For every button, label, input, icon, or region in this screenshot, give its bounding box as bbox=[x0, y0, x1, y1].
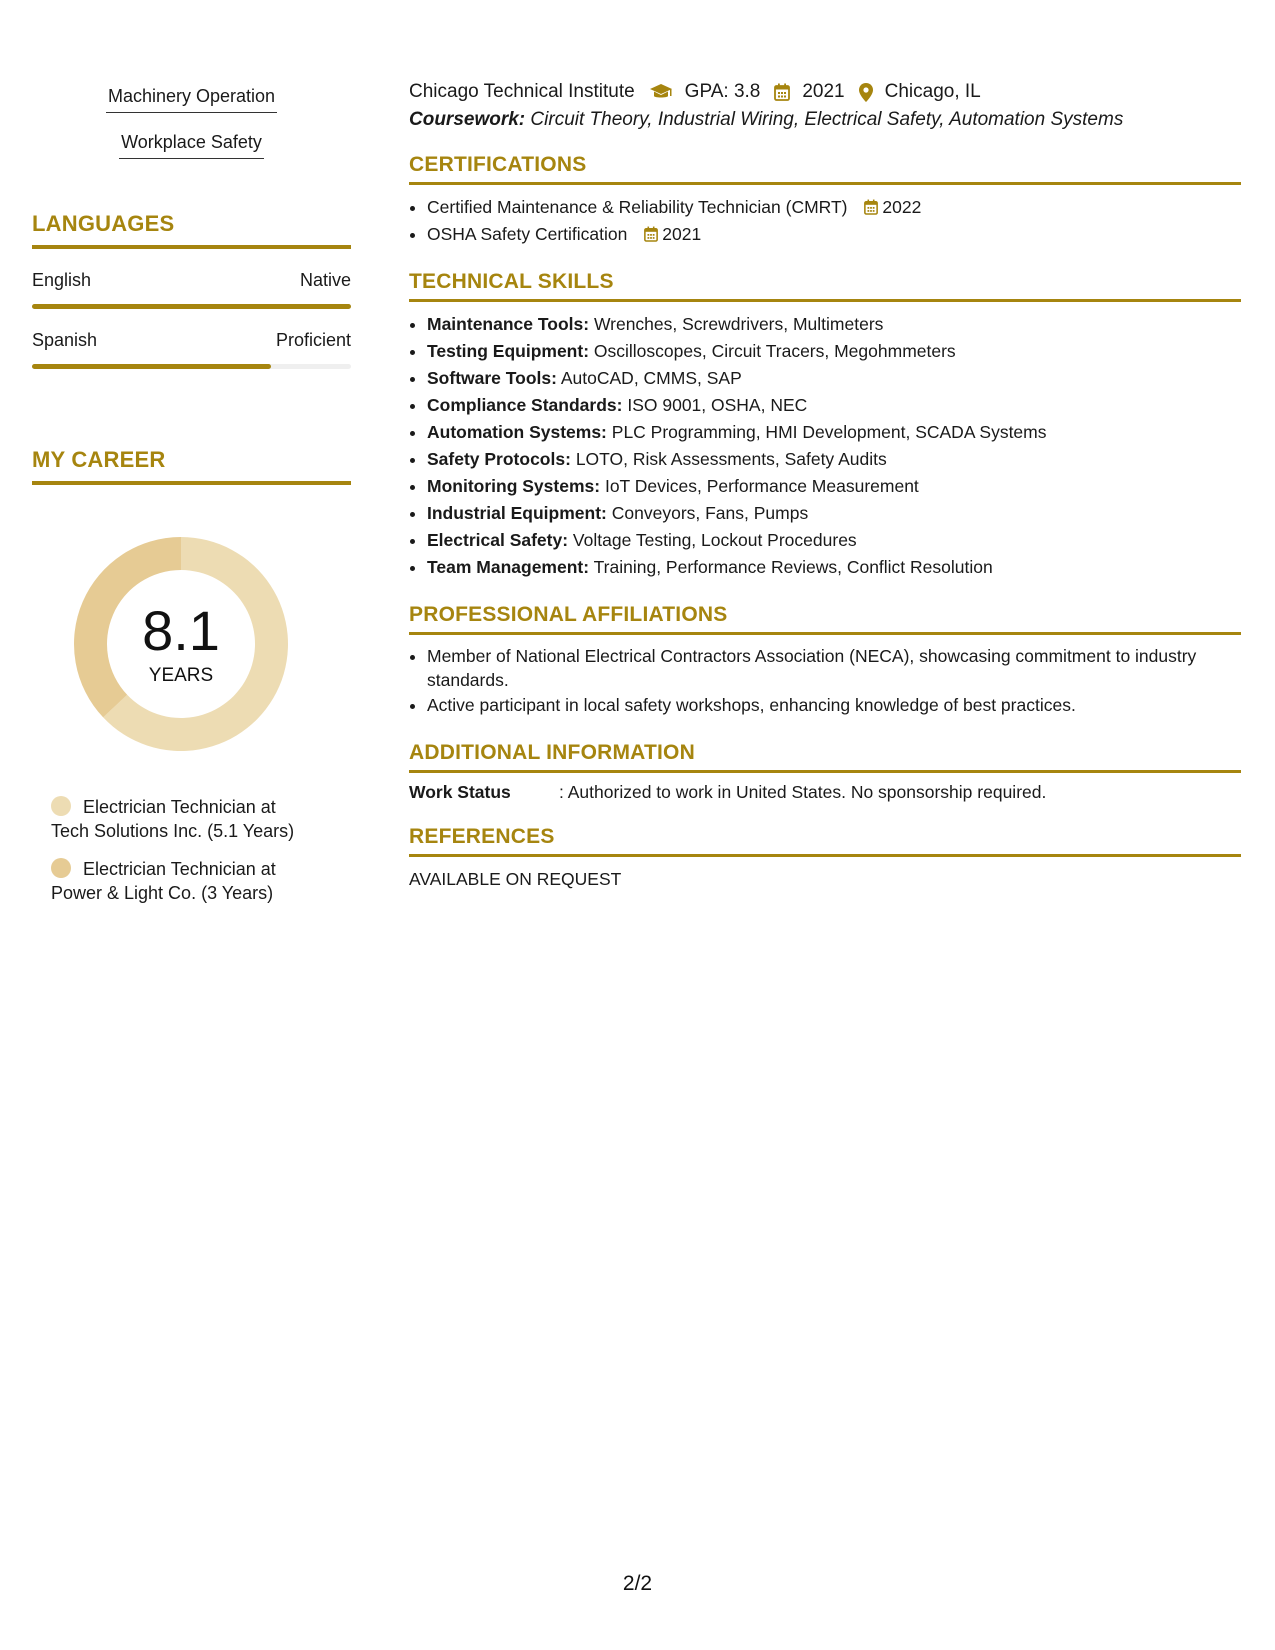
legend-line2: Tech Solutions Inc. (5.1 Years) bbox=[51, 821, 295, 841]
technical-skills-title: TECHNICAL SKILLS bbox=[409, 270, 1241, 302]
certification-item bbox=[427, 221, 1241, 248]
coursework-line bbox=[409, 109, 1241, 131]
additional-info-section bbox=[409, 741, 1241, 803]
technical-skill-value: IoT Devices, Performance Measurement bbox=[604, 476, 919, 496]
technical-skill-item bbox=[427, 446, 1241, 473]
career-legend-item bbox=[51, 795, 351, 843]
affiliations-title: PROFESSIONAL AFFILIATIONS bbox=[409, 603, 1241, 635]
career-total-years: 8.1 bbox=[142, 599, 220, 662]
calendar-icon bbox=[774, 83, 790, 101]
technical-skill-label: Electrical Safety: bbox=[427, 530, 569, 550]
language-bar bbox=[32, 304, 351, 309]
technical-skill-item bbox=[427, 473, 1241, 500]
technical-skill-label: Industrial Equipment: bbox=[427, 503, 607, 523]
work-status-label: Work Status bbox=[409, 782, 511, 802]
legend-line2: Power & Light Co. (3 Years) bbox=[51, 883, 274, 903]
additional-info-title: ADDITIONAL INFORMATION bbox=[409, 741, 1241, 773]
technical-skill-value: Wrenches, Screwdrivers, Multimeters bbox=[593, 314, 884, 334]
language-level: Proficient bbox=[275, 330, 351, 350]
career-title: MY CAREER bbox=[32, 447, 351, 485]
career-donut-chart bbox=[66, 529, 296, 759]
technical-skill-value: Voltage Testing, Lockout Procedures bbox=[572, 530, 857, 550]
skill-tags bbox=[32, 82, 351, 174]
technical-skill-item bbox=[427, 338, 1241, 365]
certification-year: 2021 bbox=[662, 224, 702, 244]
technical-skill-label: Testing Equipment: bbox=[427, 341, 590, 361]
technical-skills-list bbox=[409, 311, 1241, 581]
technical-skill-item bbox=[427, 500, 1241, 527]
school-name: Chicago Technical Institute bbox=[409, 81, 635, 102]
career-years-unit: YEARS bbox=[148, 665, 214, 686]
career-legend-item bbox=[51, 857, 351, 905]
certification-name: OSHA Safety Certification bbox=[427, 224, 628, 244]
technical-skill-label: Maintenance Tools: bbox=[427, 314, 590, 334]
graduation-cap-icon bbox=[649, 83, 673, 101]
language-item bbox=[32, 270, 351, 309]
technical-skill-item bbox=[427, 311, 1241, 338]
technical-skill-item bbox=[427, 527, 1241, 554]
technical-skill-item bbox=[427, 392, 1241, 419]
affiliation-item: • Active participant in local safety workshops, enhancing knowledge of best practices. bbox=[427, 692, 1241, 719]
certifications-list bbox=[409, 194, 1241, 248]
skill-tag: Machinery Operation bbox=[106, 82, 277, 113]
technical-skill-label: Safety Protocols: bbox=[427, 449, 571, 469]
technical-skill-label: Monitoring Systems: bbox=[427, 476, 601, 496]
languages-section bbox=[32, 211, 351, 369]
legend-dot-icon bbox=[51, 796, 71, 816]
certifications-title: CERTIFICATIONS bbox=[409, 153, 1241, 185]
language-bar bbox=[32, 364, 351, 369]
technical-skill-value: LOTO, Risk Assessments, Safety Audits bbox=[575, 449, 887, 469]
technical-skills-section bbox=[409, 270, 1241, 581]
technical-skill-item bbox=[427, 365, 1241, 392]
technical-skill-label: Software Tools: bbox=[427, 368, 557, 388]
skill-tag: Workplace Safety bbox=[119, 128, 264, 159]
calendar-icon bbox=[644, 226, 658, 242]
career-section bbox=[32, 447, 351, 905]
technical-skill-value: Conveyors, Fans, Pumps bbox=[611, 503, 809, 523]
technical-skill-label: Automation Systems: bbox=[427, 422, 607, 442]
certifications-section bbox=[409, 153, 1241, 248]
technical-skill-item bbox=[427, 554, 1241, 581]
left-column bbox=[32, 82, 351, 919]
references-section bbox=[409, 825, 1241, 890]
technical-skill-value: Training, Performance Reviews, Conflict Resolution bbox=[593, 557, 993, 577]
technical-skill-value: Oscilloscopes, Circuit Tracers, Megohmmeters bbox=[593, 341, 956, 361]
certification-year: 2022 bbox=[882, 197, 922, 217]
affiliations-list bbox=[409, 644, 1241, 719]
affiliation-item: • Member of National Electrical Contractors Association (NECA), showcasing commitment to industry standards. bbox=[427, 644, 1241, 692]
technical-skill-item bbox=[427, 419, 1241, 446]
certification-name: Certified Maintenance & Reliability Technician (CMRT) bbox=[427, 197, 848, 217]
legend-line1: Electrician Technician at bbox=[83, 797, 276, 817]
work-status-value: : Authorized to work in United States. No sponsorship required. bbox=[559, 782, 1047, 802]
technical-skill-value: PLC Programming, HMI Development, SCADA Systems bbox=[611, 422, 1047, 442]
calendar-icon bbox=[864, 199, 878, 215]
right-column bbox=[409, 78, 1241, 890]
language-level: Native bbox=[299, 270, 351, 290]
legend-line1: Electrician Technician at bbox=[83, 859, 276, 879]
language-name: Spanish bbox=[32, 330, 98, 350]
language-bar-fill bbox=[32, 304, 351, 309]
language-bar-fill bbox=[32, 364, 271, 369]
coursework-label: Coursework: bbox=[409, 109, 526, 130]
career-legend bbox=[51, 795, 351, 905]
technical-skill-label: Team Management: bbox=[427, 557, 590, 577]
location-pin-icon bbox=[859, 83, 873, 102]
references-text: AVAILABLE ON REQUEST bbox=[409, 869, 622, 889]
education-line bbox=[409, 78, 1241, 106]
legend-dot-icon bbox=[51, 858, 71, 878]
graduation-year: 2021 bbox=[802, 81, 845, 102]
language-name: English bbox=[32, 270, 92, 290]
languages-title: LANGUAGES bbox=[32, 211, 351, 249]
page-number: 2/2 bbox=[622, 1572, 653, 1595]
technical-skill-value: AutoCAD, CMMS, SAP bbox=[560, 368, 742, 388]
technical-skill-label: Compliance Standards: bbox=[427, 395, 623, 415]
coursework-text: Circuit Theory, Industrial Wiring, Electrical Safety, Automation Systems bbox=[530, 109, 1124, 130]
certification-item bbox=[427, 194, 1241, 221]
references-title: REFERENCES bbox=[409, 825, 1241, 857]
school-location: Chicago, IL bbox=[884, 81, 981, 102]
work-status-row bbox=[409, 782, 1241, 803]
language-item bbox=[32, 330, 351, 369]
gpa: GPA: 3.8 bbox=[684, 81, 761, 102]
affiliations-section bbox=[409, 603, 1241, 719]
technical-skill-value: ISO 9001, OSHA, NEC bbox=[627, 395, 808, 415]
